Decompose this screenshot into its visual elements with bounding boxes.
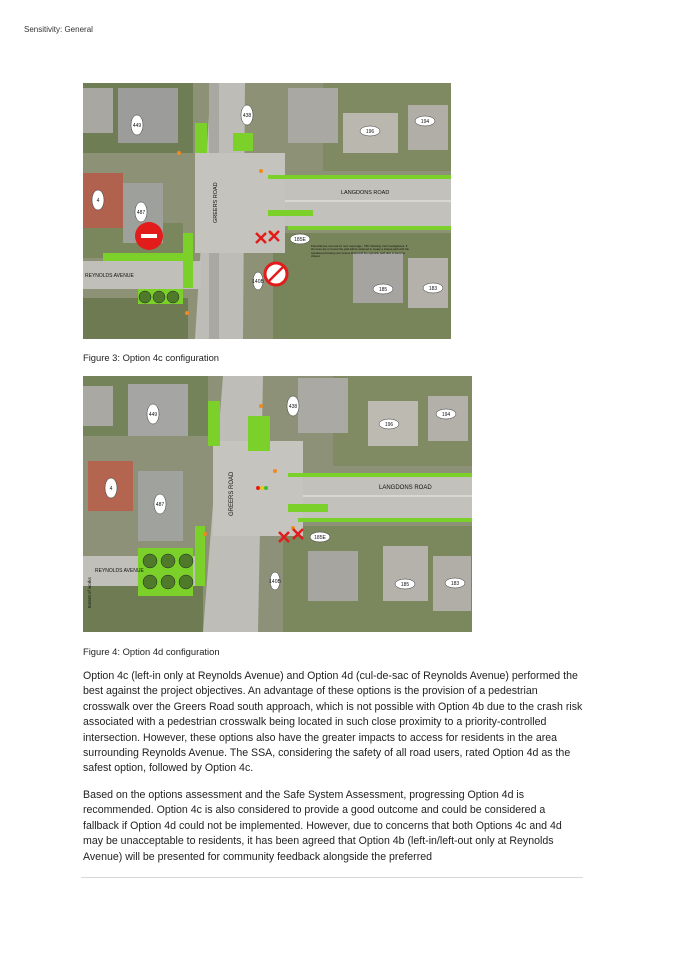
- street-label-reynolds-avenue: REYNOLDS AVENUE: [85, 273, 134, 279]
- lot-label: 196: [365, 129, 375, 135]
- tree-removal-note: Potential tree removal for new road edge - TBC following trial investigations. If the trees are removed the path will be widened to create a shared path with the signalised crossing over Greers Road and the opposite path also to become shared.: [311, 245, 409, 259]
- lot-label: 183: [428, 286, 438, 292]
- lot-label: 4: [109, 486, 113, 492]
- street-label-langdons-road: LANGDONS ROAD: [341, 190, 390, 196]
- lot-label: 487: [155, 502, 165, 508]
- lot-label: 438: [242, 113, 252, 119]
- extent-of-works-label: Extent of works: [87, 577, 92, 608]
- figure-option-4c-map: [83, 83, 451, 339]
- street-label-langdons-road: LANGDONS ROAD: [379, 485, 432, 491]
- lot-label: 140B: [269, 579, 281, 585]
- street-label-greers-road: GREERS ROAD: [229, 471, 235, 516]
- lot-label: 449: [132, 123, 142, 129]
- sensitivity-label: Sensitivity: General: [24, 25, 93, 34]
- lot-label: 4: [96, 198, 100, 204]
- lot-label: 140B: [252, 279, 264, 285]
- lot-label: 185E: [294, 237, 306, 243]
- lot-label: 449: [148, 412, 158, 418]
- page-bottom-divider: [81, 877, 583, 878]
- lot-label: 185: [378, 287, 388, 293]
- no-right-turn-sign-icon: [265, 263, 287, 285]
- lot-label: 194: [441, 412, 451, 418]
- street-label-reynolds-avenue: REYNOLDS AVENUE: [95, 568, 144, 574]
- lot-label: 183: [450, 581, 460, 587]
- lot-label: 185: [400, 582, 410, 588]
- figure-3-caption: Figure 3: Option 4c configuration: [83, 352, 220, 363]
- street-label-greers-road: GREERS ROAD: [213, 182, 219, 223]
- body-paragraph-2: Based on the options assessment and the Safe System Assessment, progressing Option 4d is recommended. Option 4c is also considered to provide a good outcome and could be considered a fallback if Option 4d could not be implemented. However, due to concerns that both Options 4c and 4d may be unacceptable to residents, it has been agreed that Option 4b (left-in/left-out only at Reynolds Avenue) will be presented for community feedback alongside the preferred: [83, 789, 562, 863]
- lot-label: 196: [384, 422, 394, 428]
- lot-label: 194: [420, 119, 430, 125]
- lot-label: 487: [136, 210, 146, 216]
- figure-option-4d-map: [83, 376, 472, 632]
- traffic-signal-icon: [256, 486, 268, 490]
- lot-label: 438: [288, 404, 298, 410]
- body-paragraph-1: Option 4c (left-in only at Reynolds Avenue) and Option 4d (cul-de-sac of Reynolds Avenue) performed the best against the project objectives. An advantage of these options is the provision of a pedestrian crosswalk over the Greers Road south approach, which is not possible with Option 4b due to the crash risk associated with a pedestrian crosswalk being located in such close proximity to a priority-controlled intersection. However, these options also have the greater impacts to access for residents in the area surrounding Reynolds Avenue. The SSA, considering the safety of all road users, rated Option 4d as the safest option, followed by Option 4c.: [83, 670, 583, 775]
- lot-label: 185E: [314, 535, 326, 541]
- figure-4-caption: Figure 4: Option 4d configuration: [83, 646, 220, 657]
